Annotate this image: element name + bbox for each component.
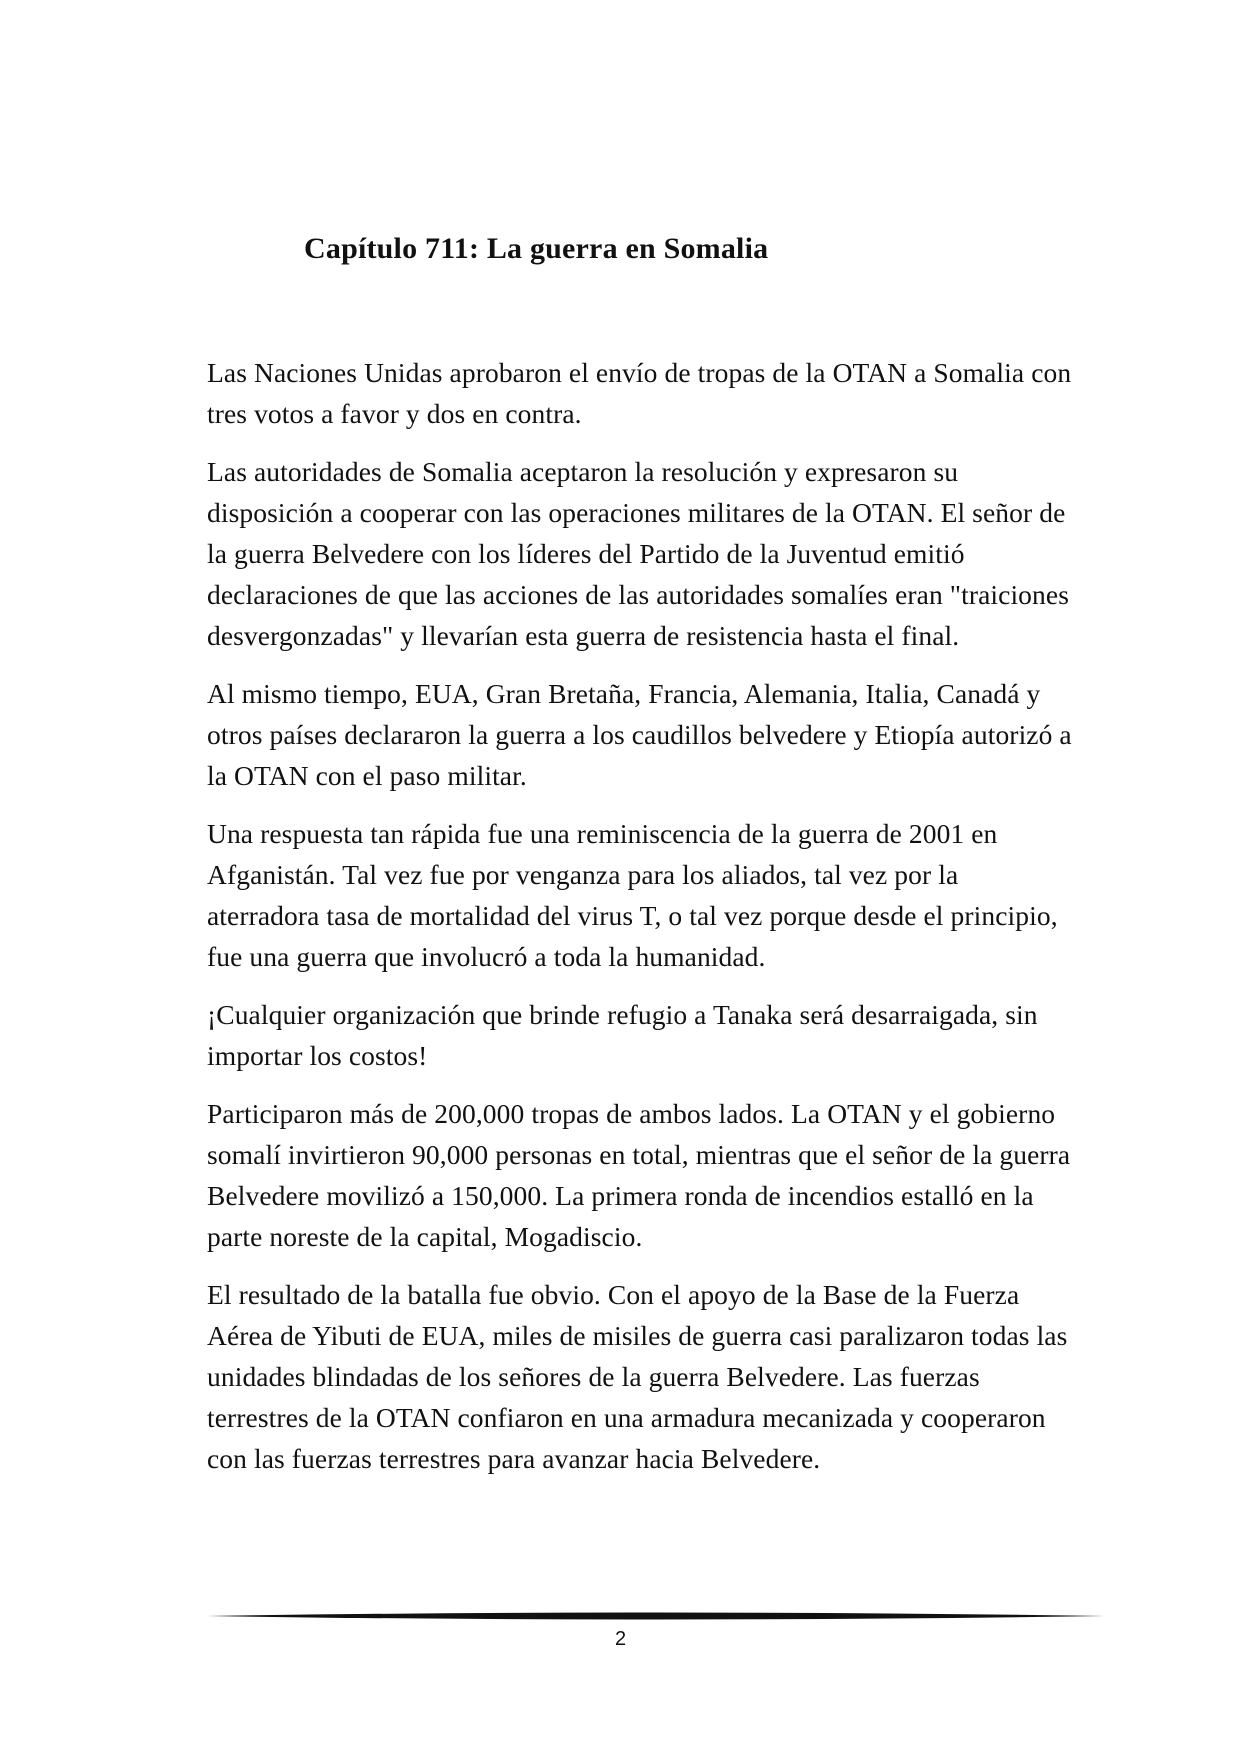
paragraph: ¡Cualquier organización que brinde refugio a Tanaka será desarraigada, sin importar los costos! [207,999,1038,1071]
chapter-title: Capítulo 711: La guerra en Somalia [304,232,769,265]
paragraph: Las Naciones Unidas aprobaron el envío de tropas de la OTAN a Somalia con tres votos a favor y dos en contra. [207,357,1072,429]
paragraph: El resultado de la batalla fue obvio. Con el apoyo de la Base de la Fuerza Aérea de Yibuti de EUA, miles de misiles de guerra casi paralizaron todas las unidades blindadas de los señores de la guerra Belvedere. Las fuerzas terrestres de la OTAN confiaron en una armadura mecanizada y cooperaron con las fuerzas terrestres para avanzar hacia Belvedere. [207,1279,1068,1474]
paragraph: Participaron más de 200,000 tropas de ambos lados. La OTAN y el gobierno somalí invirtieron 90,000 personas en total, mientras que el señor de la guerra Belvedere movilizó a 150,000. La primera ronda de incendios estalló en la parte noreste de la capital, Mogadiscio. [207,1098,1071,1252]
paragraph: Al mismo tiempo, EUA, Gran Bretaña, Francia, Alemania, Italia, Canadá y otros países declararon la guerra a los caudillos belvedere y Etiopía autorizó a la OTAN con el paso militar. [207,678,1072,791]
paragraph: Una respuesta tan rápida fue una reminiscencia de la guerra de 2001 en Afganistán. Tal vez fue por venganza para los aliados, tal vez por la aterradora tasa de mortalidad del virus T, o tal vez porque desde el principio, fue una guerra que involucró a toda la humanidad. [207,818,1058,972]
chapter-body [207,352,1077,1496]
footer-divider [207,1610,1105,1622]
page-number: 2 [614,1628,627,1650]
paragraph: Las autoridades de Somalia aceptaron la resolución y expresaron su disposición a cooperar con las operaciones militares de la OTAN. El señor de la guerra Belvedere con los líderes del Partido de la Juventud emitió declaraciones de que las acciones de las autoridades somalíes eran "traiciones desvergonzadas" y llevarían esta guerra de resistencia hasta el final. [207,456,1069,651]
